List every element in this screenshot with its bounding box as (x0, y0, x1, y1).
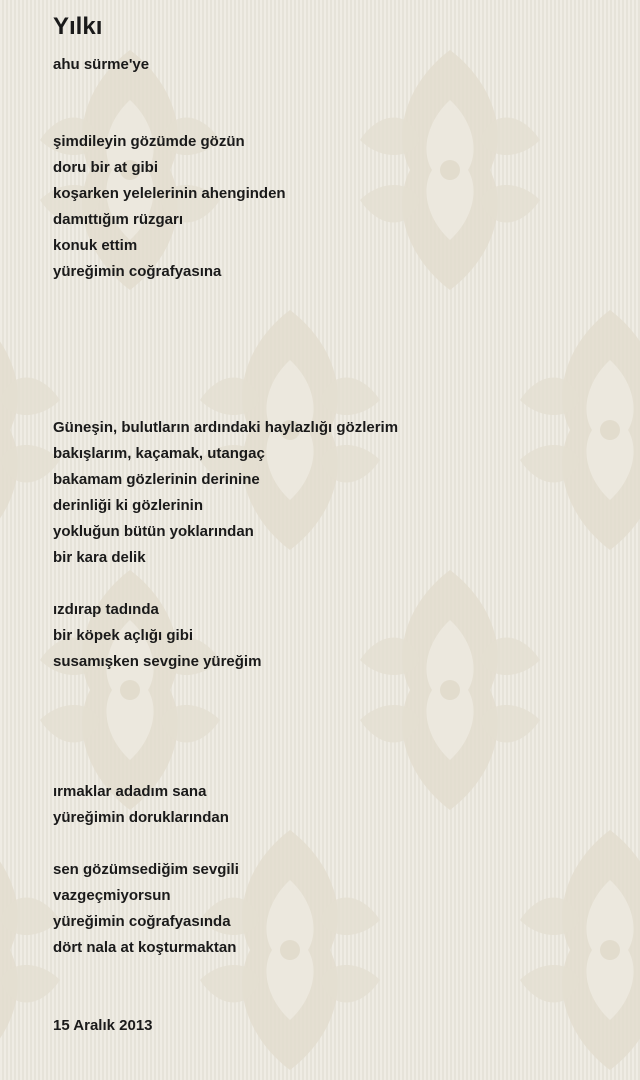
stanza-break (53, 574, 623, 600)
poem-line: susamışken sevgine yüreğim (53, 653, 262, 670)
poem-line: yüreğimin doruklarından (53, 809, 229, 826)
stanza-break (53, 704, 623, 730)
poem-dedication: ahu sürme'ye (53, 56, 150, 73)
poem-body (53, 132, 623, 1042)
poem-line: sen gözümsediğim sevgili (53, 861, 239, 878)
stanza-break (53, 288, 623, 314)
poem-line: yokluğun bütün yoklarından (53, 523, 254, 540)
poem-title: Yılkı (53, 13, 103, 40)
stanza-break (53, 834, 623, 860)
poem-line: konuk ettim (53, 237, 138, 254)
poem-line: doru bir at gibi (53, 159, 158, 176)
poem-line: koşarken yelelerinin ahenginden (53, 185, 286, 202)
stanza-break (53, 340, 623, 366)
poem-line: şimdileyin gözümde gözün (53, 133, 245, 150)
stanza-break (53, 964, 623, 990)
stanza-break (53, 990, 623, 1016)
poem-line: damıttığım rüzgarı (53, 211, 184, 228)
poem-line: bakamam gözlerinin derinine (53, 471, 260, 488)
poem-line: derinliği ki gözlerinin (53, 497, 204, 514)
stanza-break (53, 314, 623, 340)
poem-line: yüreğimin coğrafyasında (53, 913, 231, 930)
poem-line: ırmaklar adadım sana (53, 783, 207, 800)
poem-line: vazgeçmiyorsun (53, 887, 171, 904)
stanza-break (53, 756, 623, 782)
stanza-break (53, 678, 623, 704)
poem-line: Güneşin, bulutların ardındaki haylazlığı gözlerim (53, 419, 399, 436)
stanza-break (53, 366, 623, 392)
poem-line: dört nala at koşturmaktan (53, 939, 237, 956)
stanza-break (53, 392, 623, 418)
poem-line: ızdırap tadında (53, 601, 159, 618)
stanza-break (53, 730, 623, 756)
poem-date: 15 Aralık 2013 (53, 1017, 153, 1034)
poem-line: bir köpek açlığı gibi (53, 627, 194, 644)
poem-line: yüreğimin coğrafyasına (53, 263, 222, 280)
poem-line: bir kara delik (53, 549, 146, 566)
poem-line: bakışlarım, kaçamak, utangaç (53, 445, 265, 462)
